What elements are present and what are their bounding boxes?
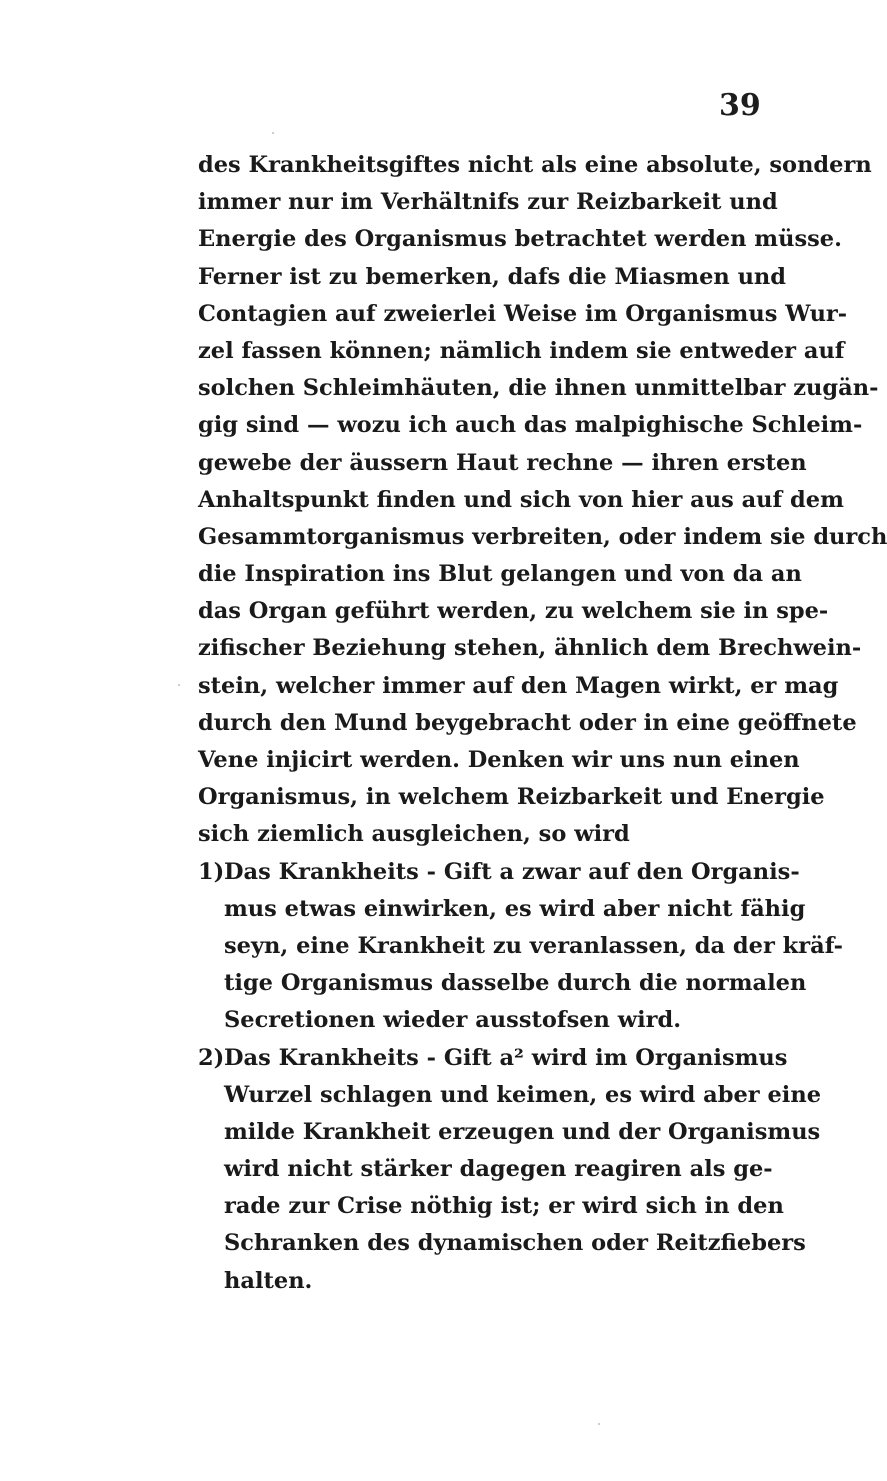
- item-line: wird nicht stärker dagegen reagiren als ge-: [224, 1156, 773, 1183]
- text-line: durch den Mund beygebracht oder in eine geöffnete: [198, 709, 857, 736]
- item-line: halten.: [224, 1267, 313, 1294]
- text-line: Ferner ist zu bemerken, dafs die Miasmen und: [198, 263, 787, 290]
- text-line: das Organ geführt werden, zu welchem sie in spe-: [198, 598, 829, 625]
- text-line: Energie des Organismus betrachtet werden müsse.: [198, 226, 842, 253]
- paper-speck: [178, 684, 180, 686]
- text-line: Anhaltspunkt finden und sich von hier aus auf dem: [198, 486, 844, 513]
- page-number: 39: [719, 88, 761, 123]
- item-line: seyn, eine Krankheit zu veranlassen, da der kräf-: [224, 932, 843, 959]
- item-line: rade zur Crise nöthig ist; er wird sich in den: [224, 1193, 784, 1220]
- item-first-line: [198, 854, 800, 891]
- paper-speck: [272, 132, 274, 134]
- text-line: immer nur im Verhältnifs zur Reizbarkeit und: [198, 189, 778, 216]
- text-line: gewebe der äussern Haut rechne — ihren ersten: [198, 449, 807, 476]
- numbered-item-2: [198, 1040, 822, 1300]
- item-line: Schranken des dynamischen oder Reitzfiebers: [224, 1230, 806, 1257]
- text-line: Contagien auf zweierlei Weise im Organismus Wur-: [198, 300, 848, 327]
- text-line: gig sind — wozu ich auch das malpighische Schleim-: [198, 412, 863, 439]
- item-number: 2): [198, 1044, 225, 1071]
- item-line: Wurzel schlagen und keimen, es wird aber eine: [224, 1081, 822, 1108]
- item-line: mus etwas einwirken, es wird aber nicht fähig: [224, 895, 806, 922]
- text-line: zel fassen können; nämlich indem sie entweder auf: [198, 337, 845, 364]
- text-line: Vene injicirt werden. Denken wir uns nun einen: [198, 747, 800, 773]
- item-text: Das Krankheits - Gift a² wird im Organismus: [224, 1044, 788, 1071]
- text-line: des Krankheitsgiftes nicht als eine absolute, sondern: [198, 152, 872, 178]
- paper-speck: [598, 1423, 600, 1425]
- item-number: 1): [198, 858, 225, 885]
- text-line: Organismus, in welchem Reizbarkeit und Energie: [198, 784, 825, 811]
- item-line: tige Organismus dasselbe durch die normalen: [224, 970, 807, 997]
- numbered-item-1: [198, 854, 843, 1040]
- item-line: Secretionen wieder ausstofsen wird.: [224, 1007, 682, 1034]
- text-line: Gesammtorganismus verbreiten, oder indem sie durch: [198, 523, 887, 550]
- text-line: zifischer Beziehung stehen, ähnlich dem Brechwein-: [198, 635, 862, 662]
- text-line: die Inspiration ins Blut gelangen und von da an: [198, 561, 802, 588]
- body-text: [198, 147, 887, 1300]
- text-line: stein, welcher immer auf den Magen wirkt, er mag: [198, 672, 839, 699]
- text-line: solchen Schleimhäuten, die ihnen unmittelbar zugän-: [198, 375, 879, 402]
- item-text: Das Krankheits - Gift a zwar auf den Organis-: [224, 858, 800, 885]
- item-line: milde Krankheit erzeugen und der Organismus: [224, 1118, 821, 1145]
- item-first-line: [198, 1040, 788, 1077]
- text-line: sich ziemlich ausgleichen, so wird: [198, 821, 630, 848]
